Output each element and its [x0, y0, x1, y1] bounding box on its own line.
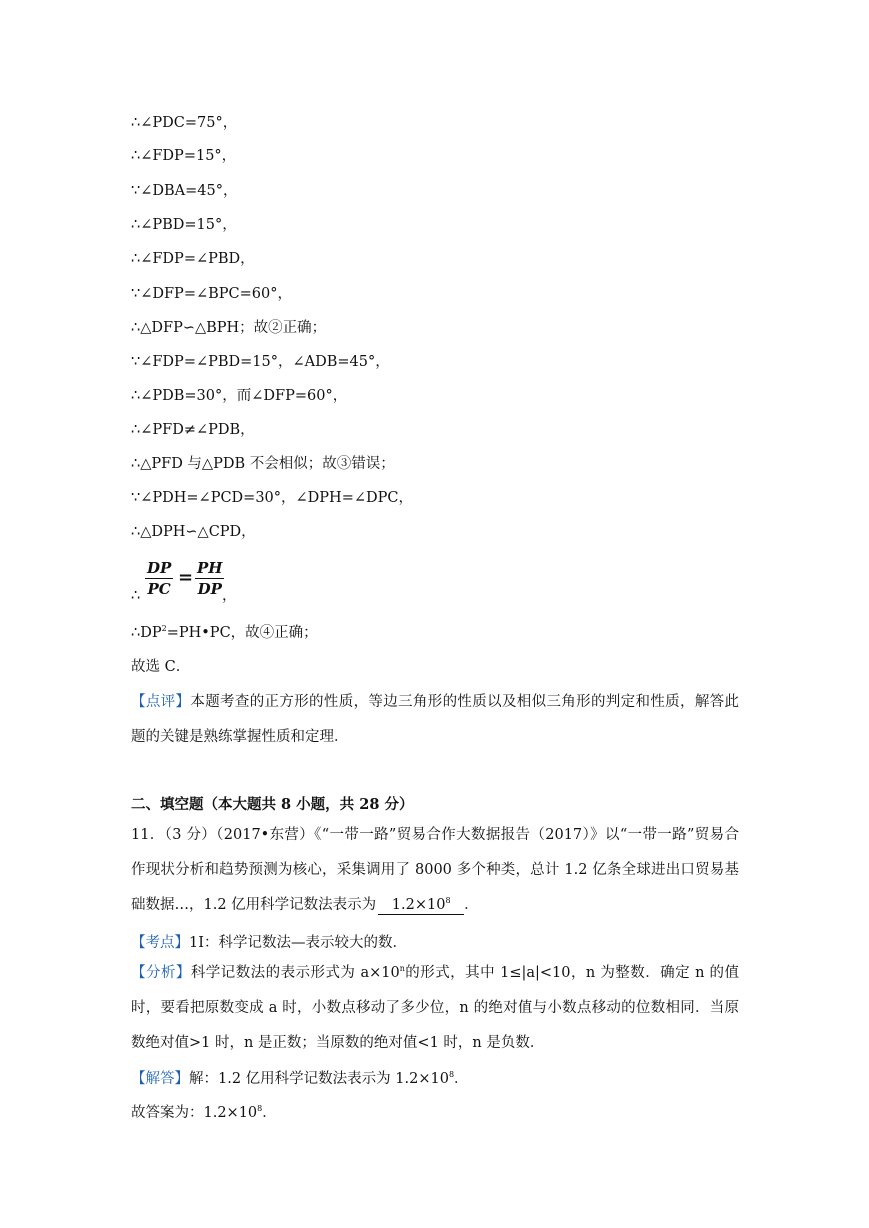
fraction-numerator: DP	[147, 559, 172, 577]
proof-line: ∵∠FDP=∠PBD=15°，∠ADB=45°，	[131, 354, 390, 370]
fraction-numerator: PH	[197, 559, 223, 577]
question-text: 11．（3 分）（2017•东营）《“一带一路”贸易合作大数据报告（2017）》以“一带一路”贸易合作现状分析和趋势预测为核心，采集调用了 8000 多个种类，总计 1.2 亿条全球进出口贸易基础数据…，1.2 亿用科学记数法表示为	[131, 827, 739, 913]
kaodian-text: 1I：科学记数法—表示较大的数．	[189, 935, 407, 951]
jieda-text: 解：1.2 亿用科学记数法表示为 1.2×10	[189, 1071, 449, 1087]
text-span: ∴DP	[131, 625, 162, 641]
superscript: n	[399, 964, 405, 973]
proof-line: ∴△DFP∽△BPH；故②正确；	[131, 320, 327, 336]
equals-sign: =	[178, 567, 194, 588]
final-answer-text: 故答案为：1.2×10	[131, 1105, 258, 1121]
final-answer-text: ．	[262, 1105, 277, 1121]
fenxi-block	[131, 956, 739, 1061]
therefore-symbol: ∴	[131, 588, 141, 604]
proof-line: ∴∠PFD≠∠PDB，	[131, 422, 255, 438]
proof-conclusion: 故选 C．	[131, 659, 191, 675]
comment-tag: 【点评】	[131, 694, 191, 710]
kaodian-tag: 【考点】	[131, 935, 189, 951]
proof-line: ∴∠PDC=75°，	[131, 115, 238, 131]
proof-line: ∴△PFD 与△PDB 不会相似；故③错误；	[131, 456, 395, 472]
fenxi-text: 的形式，其中 1≤|a|<10，n 为整数．确定 n 的值时，要看把原数变成 a 时，小数点移动了多少位，n 的绝对值与小数点移动的位数相同．当原数绝对值>1 时，n 是正数；当原数的绝对值<1 时，n 是负数．	[131, 965, 739, 1051]
superscript: 8	[445, 896, 451, 905]
proof-line: ∵∠DBA=45°，	[131, 183, 238, 199]
superscript: 2	[161, 624, 167, 633]
fraction-denominator: DP	[197, 580, 222, 598]
fraction-comma: ，	[222, 588, 237, 604]
superscript: 8	[448, 1070, 455, 1079]
proof-line-dp-squared	[131, 623, 741, 643]
proof-line: ∴△DPH∽△CPD，	[131, 524, 256, 540]
proof-line: ∵∠PDH=∠PCD=30°，∠DPH=∠DPC，	[131, 490, 413, 506]
kaodian-line	[131, 933, 741, 953]
jieda-tag: 【解答】	[131, 1071, 189, 1087]
fraction-dp-pc	[145, 558, 173, 599]
jieda-text: ．	[454, 1071, 469, 1087]
fenxi-text: 科学记数法的表示形式为 a×10	[190, 965, 400, 981]
question-text: ．	[464, 897, 479, 913]
fraction-ph-dp	[195, 558, 224, 599]
comment-block	[131, 685, 739, 755]
proof-line: ∴∠FDP=∠PBD，	[131, 251, 255, 267]
text-span: =PH•PC，故④正确；	[166, 625, 318, 641]
question-11-stem	[131, 818, 739, 923]
proof-line: ∴∠FDP=15°，	[131, 148, 237, 164]
answer-text: 1.2×10	[391, 897, 446, 913]
comment-text: 本题考查的正方形的性质，等边三角形的性质以及相似三角形的判定和性质，解答此题的关键是熟练掌握性质和定理．	[131, 694, 740, 745]
proof-line: ∵∠DFP=∠BPC=60°，	[131, 286, 292, 302]
superscript: 8	[257, 1104, 263, 1113]
section-title: 二、填空题（本大题共 8 小题，共 28 分）	[131, 796, 414, 813]
answer-blank	[378, 897, 464, 915]
final-answer-line	[131, 1103, 741, 1123]
proof-line: ∴∠PBD=15°，	[131, 217, 237, 233]
fraction-denominator: PC	[147, 580, 171, 598]
proof-line: ∴∠PDB=30°，而∠DFP=60°，	[131, 388, 348, 404]
jieda-line	[131, 1069, 741, 1089]
fenxi-tag: 【分析】	[131, 965, 191, 981]
